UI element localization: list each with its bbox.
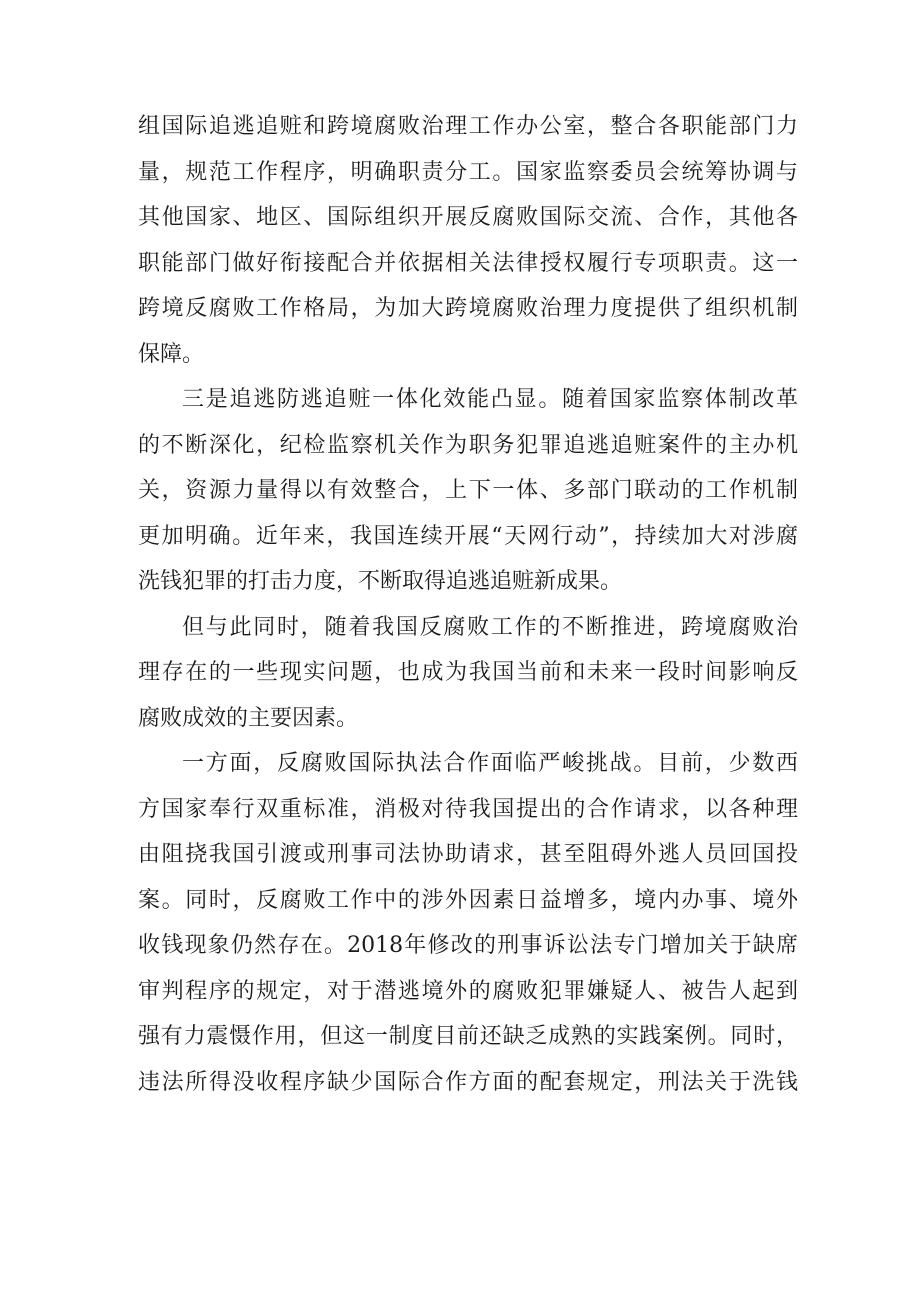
text-line: 审判程序的规定，对于潜逃境外的腐败犯罪嫌疑人、被告人起到 bbox=[138, 978, 798, 1004]
paragraph-3 bbox=[138, 605, 798, 742]
paragraph-4 bbox=[138, 741, 798, 1105]
text-line: 强有力震慑作用，但这一制度目前还缺乏成熟的实践案例。同时， bbox=[138, 1024, 798, 1049]
text-line: 但与此同时，随着我国反腐败工作的不断推进，跨境腐败治 bbox=[182, 614, 798, 640]
text-line: 量，规范工作程序，明确职责分工。国家监察委员会统筹协调与 bbox=[138, 159, 798, 185]
paragraph-1 bbox=[138, 104, 798, 377]
paragraph-2 bbox=[138, 377, 798, 605]
text-line: 更加明确。近年来，我国连续开展“天网行动”，持续加大对涉腐 bbox=[138, 523, 798, 549]
text-line: 腐败成效的主要因素。 bbox=[138, 705, 359, 731]
document-body bbox=[138, 104, 798, 1105]
text-line: 三是追逃防逃追赃一体化效能凸显。随着国家监察体制改革 bbox=[182, 387, 798, 412]
text-line: 其他国家、地区、国际组织开展反腐败国际交流、合作，其他各 bbox=[138, 205, 798, 230]
text-line: 违法所得没收程序缺少国际合作方面的配套规定，刑法关于洗钱 bbox=[138, 1069, 798, 1095]
text-line: 案。同时，反腐败工作中的涉外因素日益增多，境内办事、境外 bbox=[138, 887, 798, 913]
text-line: 关，资源力量得以有效整合，上下一体、多部门联动的工作机制 bbox=[138, 478, 798, 503]
text-line: 组国际追逃追赃和跨境腐败治理工作办公室，整合各职能部门力 bbox=[138, 114, 798, 139]
text-line: 由阻挠我国引渡或刑事司法协助请求，甚至阻碍外逃人员回国投 bbox=[138, 842, 798, 867]
text-line: 的不断深化，纪检监察机关作为职务犯罪追逃追赃案件的主办机 bbox=[138, 432, 798, 458]
text-line: 理存在的一些现实问题，也成为我国当前和未来一段时间影响反 bbox=[138, 660, 798, 685]
text-line: 保障。 bbox=[138, 341, 205, 367]
text-line: 一方面，反腐败国际执法合作面临严峻挑战。目前，少数西 bbox=[182, 751, 798, 776]
text-line: 跨境反腐败工作格局，为加大跨境腐败治理力度提供了组织机制 bbox=[138, 296, 798, 321]
text-line: 洗钱犯罪的打击力度，不断取得追逃追赃新成果。 bbox=[138, 569, 623, 594]
text-line: 收钱现象仍然存在。2018年修改的刑事诉讼法专门增加关于缺席 bbox=[138, 933, 798, 958]
text-line: 职能部门做好衔接配合并依据相关法律授权履行专项职责。这一 bbox=[138, 250, 798, 276]
text-line: 方国家奉行双重标准，消极对待我国提出的合作请求，以各种理 bbox=[138, 796, 798, 822]
